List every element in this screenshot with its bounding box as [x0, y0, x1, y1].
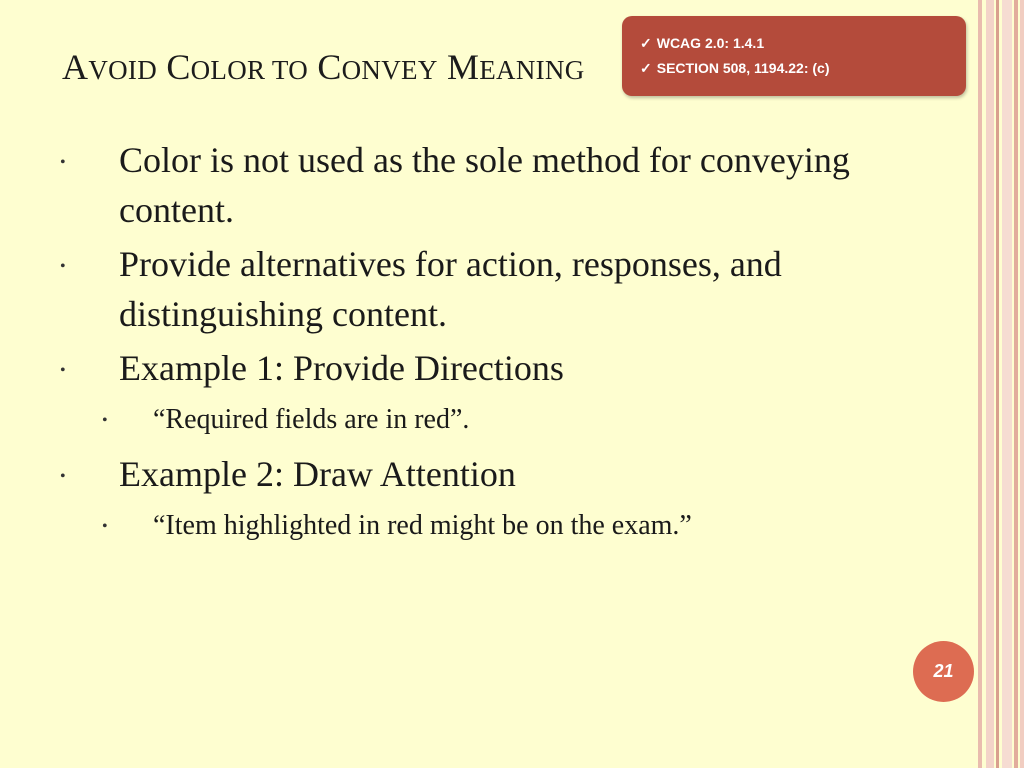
bullet-text: Provide alternatives for action, responses, and distinguishing content. — [119, 244, 782, 334]
title-word: COLOR TO — [166, 47, 308, 87]
bullet-text: Example 2: Draw Attention — [119, 454, 516, 494]
bullet-text: Example 1: Provide Directions — [119, 348, 564, 388]
page-number-badge — [913, 641, 974, 702]
bullet-icon: • — [102, 518, 108, 535]
standard-text: SECTION 508, 1194.22: (c) — [656, 60, 830, 76]
bullet-text: Color is not used as the sole method for conveying content. — [119, 140, 850, 230]
bullet-icon: • — [60, 154, 66, 171]
page-number: 21 — [933, 661, 954, 681]
standard-text: WCAG 2.0: 1.4.1 — [656, 35, 765, 51]
bullet-icon: • — [60, 362, 66, 379]
bullet-text: “Item highlighted in red might be on the exam.” — [153, 510, 692, 541]
bullet-text: “Required fields are in red”. — [153, 404, 470, 435]
bullet-icon: • — [102, 412, 108, 429]
title-word: CONVEY — [317, 47, 438, 87]
bullet-icon: • — [60, 258, 66, 275]
checkmark-icon: ✓ — [640, 60, 652, 76]
title-word: AVOID — [62, 47, 157, 87]
bullet-icon: • — [60, 468, 66, 485]
title-word: MEANING — [446, 47, 585, 87]
checkmark-icon: ✓ — [640, 35, 652, 51]
